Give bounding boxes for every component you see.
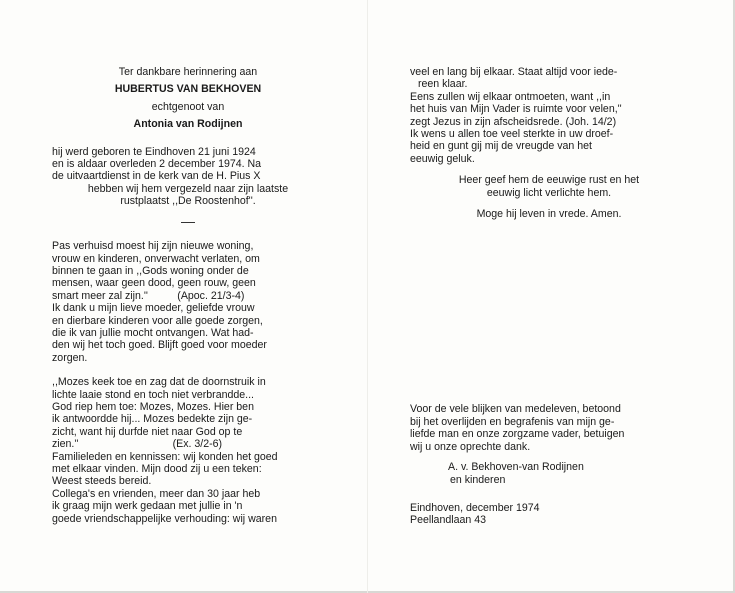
amen-line: Moge hij leven in vrede. Amen. (476, 208, 622, 221)
deceased-name: HUBERTUS VAN BEKHOVEN (114, 83, 262, 96)
text-line: Familieleden en kennissen: wij konden het goed (52, 450, 278, 463)
text-line: en dierbare kinderen voor alle goede zorgen, (52, 314, 263, 327)
separator-dash (181, 222, 195, 224)
bio-line: hij werd geboren te Eindhoven 21 juni 1924 (52, 145, 256, 158)
text-line: zien.'' (Ex. 3/2-6) (52, 438, 223, 451)
text-line: mensen, waar geen dood, geen rouw, geen (52, 277, 256, 290)
text-line: Voor de vele blijken van medeleven, betoond (410, 403, 621, 416)
bio-line: de uitvaartdienst in de kerk van de H. Pius X (52, 170, 261, 183)
text-line: Ik wens u allen toe veel sterkte in uw droef- (410, 128, 614, 141)
text-line: vrouw en kinderen, onverwacht verlaten, om (52, 252, 260, 265)
place-date: Eindhoven, december 1974 (410, 501, 540, 514)
text-line: lichte laaie stond en toch niet verbrandde... (52, 388, 255, 401)
prayer-line: eeuwig licht verlichte hem. (486, 186, 612, 199)
bio-line: hebben wij hem vergezeld naar zijn laatste (87, 182, 289, 195)
left-page (52, 66, 324, 525)
text-line: ik graag mijn werk gedaan met jullie in 'n (52, 500, 243, 513)
text-line: goede vriendschappelijke verhouding: wij waren (52, 512, 277, 525)
continuation-paragraph (410, 66, 688, 165)
thanks-paragraph (52, 302, 324, 364)
text-line: binnen te gaan in ,,Gods woning onder de (52, 264, 249, 277)
text-line: ik antwoordde hij... Mozes bedekte zijn ge- (52, 413, 253, 426)
bio-line: rustplaatst ,,De Roostenhof''. (120, 195, 256, 208)
acknowledgement-paragraph (410, 403, 688, 453)
prayer-block (410, 174, 688, 199)
signature-family: en kinderen (450, 473, 506, 486)
text-line: die ik van jullie mocht ontvangen. Wat had- (52, 327, 254, 339)
text-line: veel en lang bij elkaar. Staat altijd voor iede- (410, 66, 618, 78)
relation-line: echtgenoot van (151, 100, 225, 113)
text-line: reen klaar. (418, 78, 468, 91)
text-line: God riep hem toe: Mozes, Mozes. Hier ben (52, 401, 254, 414)
scripture-paragraph (52, 240, 324, 302)
text-line: Ik dank u mijn lieve moeder, geliefde vrouw (52, 302, 255, 315)
spouse-name: Antonia van Rodijnen (133, 118, 243, 131)
bio-line: en is aldaar overleden 2 december 1974. Na (52, 158, 262, 171)
text-line: met elkaar vinden. Mijn dood zij u een teken: (52, 463, 262, 476)
text-line: wij u onze oprechte dank. (410, 440, 531, 453)
right-page (410, 66, 688, 527)
text-line: Weest steeds bereid. (52, 475, 152, 488)
text-line: zicht, want hij durfde niet naar God op te (52, 425, 243, 438)
family-paragraph (52, 451, 324, 525)
text-line: Pas verhuisd moest hij zijn nieuwe woning, (52, 240, 254, 253)
text-line: zorgen. (52, 351, 88, 364)
moses-paragraph (52, 376, 324, 450)
text-line: bij het overlijden en begrafenis van mijn ge- (410, 415, 615, 428)
text-line: ,,Mozes keek toe en zag dat de doornstruik in (52, 376, 266, 389)
text-line: het huis van Mijn Vader is ruimte voor velen,'' (410, 103, 622, 116)
text-line: Collega's en vrienden, meer dan 30 jaar heb (52, 487, 261, 500)
text-line: zegt Jezus in zijn afscheidsrede. (Joh. 14/2) (410, 115, 617, 128)
card-fold (367, 0, 368, 593)
text-line: den wij het toch goed. Blijft goed voor moeder (52, 339, 267, 352)
text-line: heid en gunt gij mij de vreugde van het (410, 140, 592, 153)
signature-name: A. v. Bekhoven-van Rodijnen (448, 461, 584, 474)
bio-block (52, 146, 324, 208)
dedication-line: Ter dankbare herinnering aan (118, 66, 258, 78)
text-line: smart meer zal zijn.'' (Apoc. 21/3-4) (52, 289, 245, 302)
text-line: Eens zullen wij elkaar ontmoeten, want ,,in (410, 90, 611, 103)
prayer-line: Heer geef hem de eeuwige rust en het (458, 174, 640, 187)
signature-block (410, 461, 688, 486)
text-line: eeuwig geluk. (410, 152, 475, 165)
address: Peellandlaan 43 (410, 514, 486, 527)
text-line: liefde man en onze zorgzame vader, betuigen (410, 428, 625, 441)
